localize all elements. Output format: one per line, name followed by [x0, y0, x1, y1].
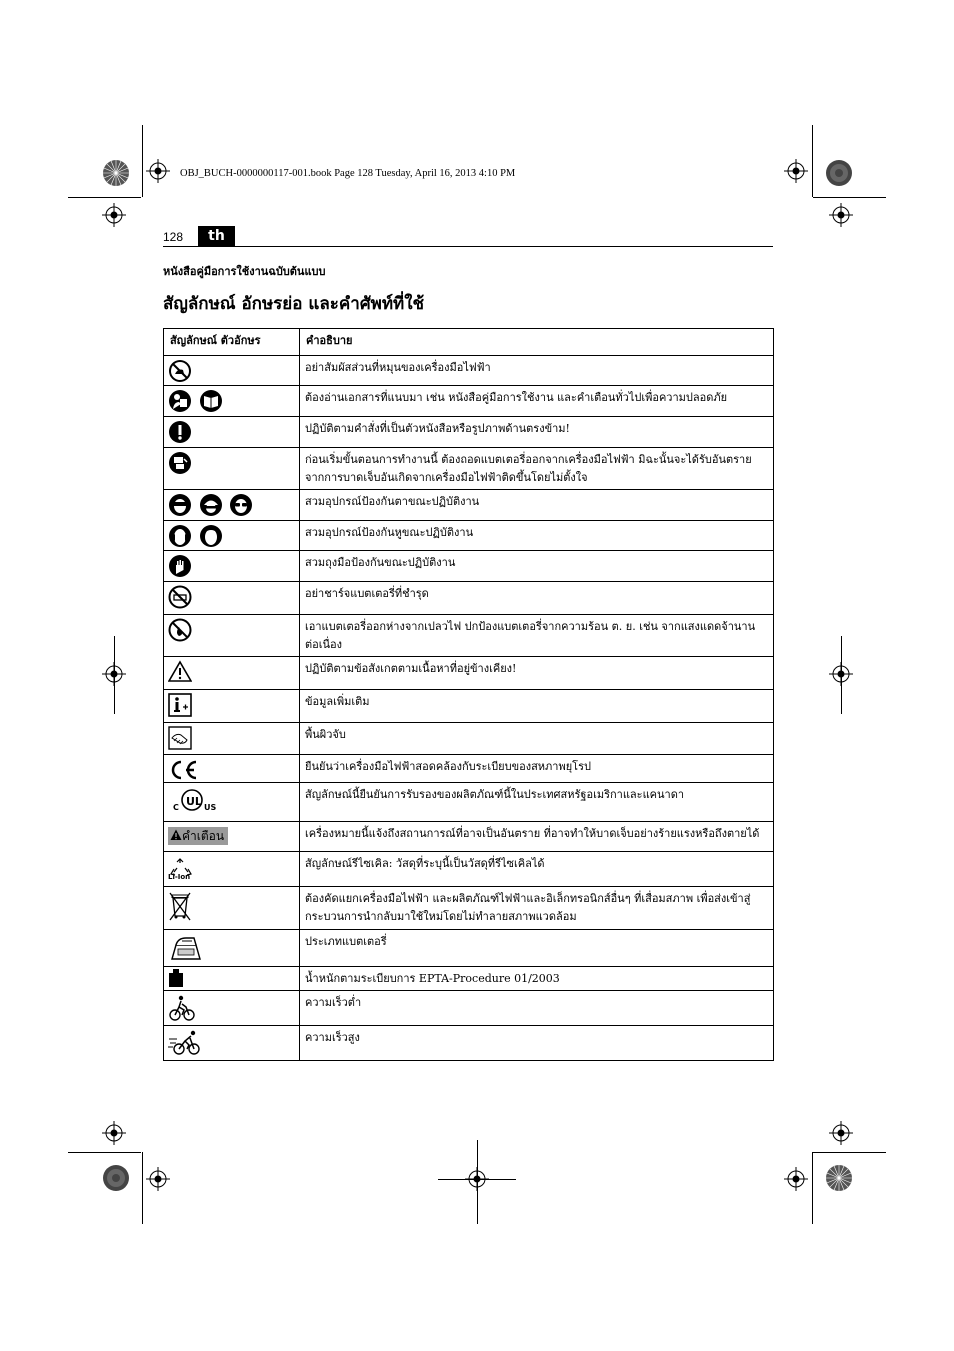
safety-gloves-icon — [168, 554, 192, 578]
crop-mark — [841, 636, 842, 714]
face-shield-icon — [168, 493, 192, 517]
crop-mark — [813, 197, 886, 198]
table-row — [164, 783, 774, 822]
language-badge: th — [198, 226, 235, 246]
weee-bin-icon — [168, 890, 192, 922]
table-row — [164, 967, 774, 991]
grip-surface-icon — [168, 726, 192, 750]
table-row — [164, 356, 774, 386]
row-description: ปฏิบัติตามคำสั่งที่เป็นตัวหนังสือหรือรูปภาพด้านตรงข้าม! — [300, 417, 774, 448]
safety-goggles-icon — [229, 493, 253, 517]
row-description: ความเร็วสูง — [300, 1026, 774, 1061]
warning-triangle-icon — [170, 829, 182, 841]
row-description: ความเร็วต่ำ — [300, 991, 774, 1026]
row-description: สวมถุงมือป้องกันขณะปฏิบัติงาน — [300, 551, 774, 582]
warning-badge-label: คำเตือน — [182, 829, 225, 843]
column-header-description: คำอธิบาย — [300, 329, 774, 356]
crop-mark — [813, 1152, 886, 1153]
row-description: ก่อนเริ่มขั้นตอนการทำงานนี้ ต้องถอดแบตเตอรี่ออกจากเครื่องมือไฟฟ้า มิฉะนั้นจะได้รับอันตรายจากการบาดเจ็บอันเกิดจากเครื่องมือไฟฟ้าติดขึ้นโดยไม่ตั้งใจ — [300, 448, 774, 490]
manual-book-icon — [199, 389, 223, 413]
symbols-table — [163, 328, 774, 1061]
crop-mark — [114, 636, 115, 714]
table-row — [164, 417, 774, 448]
row-description: ต้องคัดแยกเครื่องมือไฟฟ้า และผลิตภัณฑ์ไฟฟ้าและอิเล็กทรอนิกส์อื่นๆ ที่เสื่อมสภาพ เพื่อส่งเข้าสู่กระบวนการนำกลับมาใช้ใหม่โดยไม่ทำลายสภาพแวดล้อม — [300, 887, 774, 930]
table-row — [164, 582, 774, 615]
battery-no-fire-icon — [168, 618, 192, 642]
warning-badge — [168, 827, 228, 845]
high-speed-bike-icon — [168, 1029, 202, 1057]
table-row — [164, 822, 774, 852]
table-header-row — [164, 329, 774, 356]
row-description: เอาแบตเตอรี่ออกห่างจากเปลวไฟ ปกป้องแบตเตอรี่จากความร้อน ต. ย. เช่น จากแสงแดดจ้านานต่อเนื่อง — [300, 615, 774, 657]
table-row — [164, 991, 774, 1026]
row-description: สวมอุปกรณ์ป้องกันหูขณะปฏิบัติงาน — [300, 521, 774, 551]
table-row — [164, 723, 774, 755]
safety-helmet-icon — [199, 493, 223, 517]
row-description: สัญลักษณ์นี้ยืนยันการรับรองของผลิตภัณฑ์นี้ในประเทศสหรัฐอเมริกาและแคนาดา — [300, 783, 774, 822]
row-description: ปฏิบัติตามข้อสังเกตตามเนื้อหาที่อยู่ข้างเคียง! — [300, 657, 774, 690]
row-description: ยืนยันว่าเครื่องมือไฟฟ้าสอดคล้องกับระเบียบของสหภาพยุโรป — [300, 755, 774, 783]
no-touch-rotating-icon — [168, 359, 192, 383]
table-row — [164, 887, 774, 930]
mandatory-exclamation-icon — [168, 420, 192, 444]
row-description: สัญลักษณ์รีไซเคิล: วัสดุที่ระบุนี้เป็นวัสดุที่รีไซเคิลได้ — [300, 852, 774, 887]
row-description: ประเภทแบตเตอรี่ — [300, 930, 774, 967]
ear-protection-icon — [168, 524, 192, 548]
row-description: ข้อมูลเพิ่มเติม — [300, 690, 774, 723]
registration-crosshair-icon — [102, 203, 126, 227]
crop-mark — [812, 1152, 813, 1224]
section-subtitle: หนังสือคู่มือการใช้งานฉบับต้นแบบ — [163, 265, 326, 278]
registration-crosshair-icon — [784, 1167, 808, 1191]
table-row — [164, 521, 774, 551]
read-documents-icon — [168, 389, 192, 413]
crop-mark — [812, 125, 813, 197]
table-row — [164, 551, 774, 582]
book-info: OBJ_BUCH-0000000117-001.book Page 128 Tuesday, April 16, 2013 4:10 PM — [180, 168, 516, 179]
crop-mark — [142, 125, 143, 197]
svg-text:US: US — [204, 803, 216, 812]
table-row — [164, 852, 774, 887]
table-row — [164, 386, 774, 417]
ce-mark-icon — [168, 758, 198, 782]
crop-mark — [68, 197, 141, 198]
warning-triangle-icon — [168, 660, 192, 684]
table-row — [164, 448, 774, 490]
column-header-symbol: สัญลักษณ์ ตัวอักษร — [164, 329, 300, 356]
registration-crosshair-icon — [829, 203, 853, 227]
cul-us-mark-icon — [168, 786, 216, 816]
table-row — [164, 1026, 774, 1061]
ear-protection-alt-icon — [199, 524, 223, 548]
table-row — [164, 755, 774, 783]
header-rule — [163, 246, 773, 247]
recycling-li-ion-icon — [168, 853, 194, 885]
table-row — [164, 490, 774, 521]
page-title: สัญลักษณ์ อักษรย่อ และคำศัพท์ที่ใช้ — [163, 294, 425, 314]
unplug-battery-icon — [168, 451, 192, 475]
info-plus-icon — [168, 693, 192, 717]
row-description: พื้นผิวจับ — [300, 723, 774, 755]
registration-crosshair-icon — [784, 159, 808, 183]
row-description: เครื่องหมายนี้แจ้งถึงสถานการณ์ที่อาจเป็นอันตราย ที่อาจทำให้บาดเจ็บอย่างร้ายแรงหรือถึงตายได้ — [300, 822, 774, 852]
table-row — [164, 615, 774, 657]
table-row — [164, 657, 774, 690]
svg-text:C: C — [173, 803, 179, 812]
crop-mark — [142, 1152, 143, 1224]
battery-pack-icon — [168, 933, 204, 965]
svg-text:UL: UL — [186, 795, 202, 808]
registration-wheel-icon — [825, 1164, 853, 1192]
row-description: สวมอุปกรณ์ป้องกันตาขณะปฏิบัติงาน — [300, 490, 774, 521]
registration-disc-icon — [102, 1164, 130, 1192]
no-damaged-battery-charge-icon — [168, 585, 192, 609]
table-row — [164, 930, 774, 967]
low-speed-bike-icon — [168, 994, 196, 1022]
row-description: อย่าชาร์จแบตเตอรี่ที่ชำรุด — [300, 582, 774, 615]
row-description: อย่าสัมผัสส่วนที่หมุนของเครื่องมือไฟฟ้า — [300, 356, 774, 386]
page-number: 128 — [163, 230, 184, 244]
crop-mark — [477, 1140, 478, 1224]
row-description: ต้องอ่านเอกสารที่แนบมา เช่น หนังสือคู่มือการใช้งาน และคำเตือนทั่วไปเพื่อความปลอดภัย — [300, 386, 774, 417]
registration-crosshair-icon — [102, 1121, 126, 1145]
weight-icon — [168, 969, 184, 987]
crop-mark — [68, 1152, 141, 1153]
row-description: น้ำหนักตามระเบียบการ EPTA-Procedure 01/2003 — [300, 967, 774, 991]
registration-crosshair-icon — [146, 159, 170, 183]
registration-wheel-icon — [102, 159, 130, 187]
table-row — [164, 690, 774, 723]
registration-crosshair-icon — [146, 1167, 170, 1191]
li-ion-label: Li-Ion — [168, 873, 191, 881]
registration-disc-icon — [825, 159, 853, 187]
registration-crosshair-icon — [829, 1121, 853, 1145]
